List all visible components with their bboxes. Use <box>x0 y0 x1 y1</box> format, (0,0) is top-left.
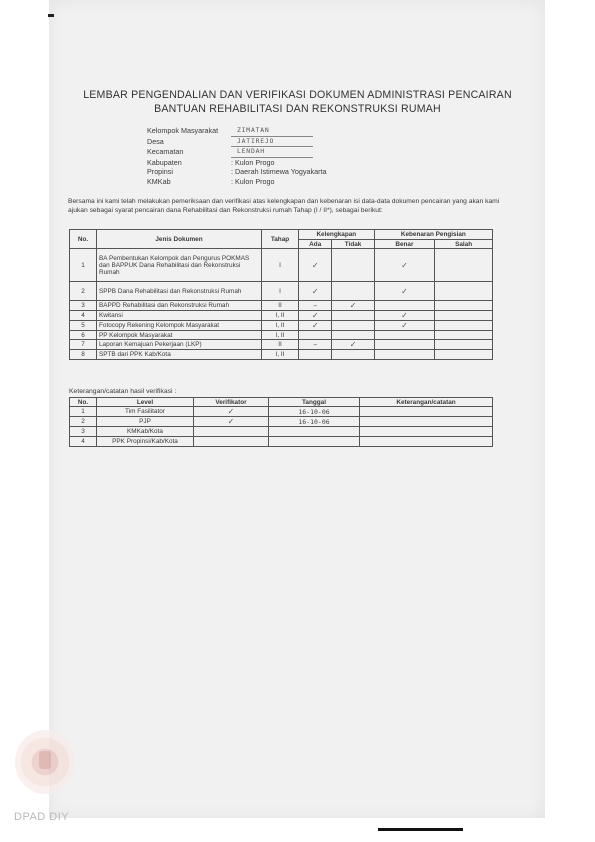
verifikator-mark <box>194 427 269 437</box>
level-name: Tim Fasilitator <box>97 407 194 417</box>
document-title-line1: LEMBAR PENGENDALIAN DAN VERIFIKASI DOKUMEN ADMINISTRASI PENCAIRAN <box>83 89 512 101</box>
info-label: Kabupaten <box>147 157 182 167</box>
salah-mark <box>435 321 493 331</box>
benar-mark: ✓ <box>374 311 435 321</box>
notes-cell <box>360 407 493 417</box>
col-no: No. <box>70 398 97 407</box>
stage: I <box>262 249 299 282</box>
salah-mark <box>435 249 493 282</box>
ada-mark <box>299 331 332 340</box>
info-label: Kelompok Masyarakat <box>147 126 219 135</box>
col-tanggal: Tanggal <box>269 398 360 407</box>
table-row <box>70 282 493 301</box>
info-row <box>147 177 327 187</box>
document-name: Fotocopy Rekening Kelompok Masyarakat <box>97 321 262 331</box>
table-row <box>70 311 493 321</box>
verifikator-mark: ✓ <box>194 407 269 417</box>
salah-mark <box>435 340 493 350</box>
verification-notes-label: Keterangan/catatan hasil verifikasi : <box>69 388 177 395</box>
benar-mark <box>374 301 435 311</box>
table-row <box>70 407 493 417</box>
verifikator-mark: ✓ <box>194 417 269 427</box>
col-level: Level <box>97 398 194 407</box>
salah-mark <box>435 301 493 311</box>
stage: II <box>262 301 299 311</box>
notes-cell <box>360 437 493 447</box>
ada-mark: – <box>299 301 332 311</box>
stage: I, II <box>262 321 299 331</box>
salah-mark <box>435 282 493 301</box>
row-number: 1 <box>70 407 97 417</box>
stage: II <box>262 340 299 350</box>
info-row <box>147 167 327 177</box>
table-row <box>70 417 493 427</box>
table-row <box>70 301 493 311</box>
watermark: DPAD DIY <box>14 811 70 823</box>
tidak-mark <box>332 321 374 331</box>
document-name: PP Kelompok Masyarakat <box>97 331 262 340</box>
table-row <box>70 340 493 350</box>
date-value: 16-10-06 <box>269 407 360 417</box>
salah-mark <box>435 331 493 340</box>
row-number: 3 <box>70 427 97 437</box>
col-kelengkapan: Kelengkapan <box>299 230 375 240</box>
scan-mark <box>48 14 54 17</box>
document-name: Kwitansi <box>97 311 262 321</box>
stage: I, II <box>262 331 299 340</box>
tidak-mark: ✓ <box>332 340 374 350</box>
info-row <box>147 126 327 137</box>
salah-mark <box>435 311 493 321</box>
col-jenis-dokumen: Jenis Dokumen <box>97 230 262 249</box>
info-label: Kecamatan <box>147 147 184 157</box>
info-label: Propinsi <box>147 167 173 177</box>
table-row <box>70 249 493 282</box>
row-number: 4 <box>70 437 97 447</box>
info-label: Desa <box>147 136 164 146</box>
col-verifikator: Verifikator <box>194 398 269 407</box>
tidak-mark <box>332 249 374 282</box>
document-name: Laporan Kemajuan Pekerjaan (LKP) <box>97 340 262 350</box>
info-value: ZIMATAN <box>231 126 313 137</box>
verifikator-mark <box>194 437 269 447</box>
tidak-mark: ✓ <box>332 301 374 311</box>
col-benar: Benar <box>374 240 435 249</box>
tidak-mark <box>332 331 374 340</box>
scan-bar <box>378 828 463 831</box>
row-number: 7 <box>70 340 97 350</box>
row-number: 5 <box>70 321 97 331</box>
notes-cell <box>360 427 493 437</box>
col-no: No. <box>70 230 97 249</box>
level-name: PJP <box>97 417 194 427</box>
row-number: 4 <box>70 311 97 321</box>
notes-cell <box>360 417 493 427</box>
ada-mark: ✓ <box>299 249 332 282</box>
row-number: 6 <box>70 331 97 340</box>
ada-mark: ✓ <box>299 282 332 301</box>
stage: I <box>262 282 299 301</box>
date-value: 16-10-06 <box>269 417 360 427</box>
benar-mark: ✓ <box>374 321 435 331</box>
benar-mark: ✓ <box>374 249 435 282</box>
salah-mark <box>435 350 493 360</box>
info-row <box>147 158 327 168</box>
date-value <box>269 437 360 447</box>
stage: I, II <box>262 350 299 360</box>
ada-mark: ✓ <box>299 321 332 331</box>
ada-mark: – <box>299 340 332 350</box>
stage: I, II <box>262 311 299 321</box>
info-value: : Kulon Progo <box>231 157 275 167</box>
info-value: JATIREJO <box>231 137 313 148</box>
info-row <box>147 137 327 148</box>
benar-mark <box>374 340 435 350</box>
table-row <box>70 350 493 360</box>
tidak-mark <box>332 350 374 360</box>
col-ada: Ada <box>299 240 332 249</box>
row-number: 8 <box>70 350 97 360</box>
table-row <box>70 331 493 340</box>
ada-mark <box>299 350 332 360</box>
table-row <box>70 321 493 331</box>
info-label: KMKab <box>147 176 171 186</box>
document-title-line2: BANTUAN REHABILITASI DAN REKONSTRUKSI RUMAH <box>154 103 441 115</box>
document-name: BAPPD Rehabilitasi dan Rekonstruksi Rumah <box>97 301 262 311</box>
document-name: SPPB Dana Rehabilitasi dan Rekonstruksi Rumah <box>97 282 262 301</box>
row-number: 3 <box>70 301 97 311</box>
intro-paragraph: Bersama ini kami telah melakukan pemeriksaan dan verifikasi atas kelengkapan dan kebenaran isi data-data dokumen pencairan yang akan kami ajukan sebagai syarat pencairan dana Rehabilitasi dan Rekonstruksi rumah Tahap (I / II*), sebagai berikut: <box>68 198 500 214</box>
benar-mark: ✓ <box>374 282 435 301</box>
verification-table <box>69 397 493 447</box>
col-salah: Salah <box>435 240 493 249</box>
document-name: SPTB dari PPK Kab/Kota <box>97 350 262 360</box>
date-value <box>269 427 360 437</box>
info-row <box>147 147 327 158</box>
col-tahap: Tahap <box>262 230 299 249</box>
tidak-mark <box>332 282 374 301</box>
benar-mark <box>374 350 435 360</box>
archive-seal-logo <box>15 730 75 794</box>
benar-mark <box>374 331 435 340</box>
level-name: PPK Propinsi/Kab/Kota <box>97 437 194 447</box>
table-row <box>70 437 493 447</box>
info-block <box>147 126 327 187</box>
table-row <box>70 427 493 437</box>
row-number: 1 <box>70 249 97 282</box>
col-keterangan: Keterangan/catatan <box>360 398 493 407</box>
level-name: KMKab/Kota <box>97 427 194 437</box>
tidak-mark <box>332 311 374 321</box>
info-value: : Daerah Istimewa Yogyakarta <box>231 167 327 177</box>
document-name: BA Pembentukan Kelompok dan Pengurus POKMAS dan BAPPUK Dana Rehabilitasi dan Rekonstruksi Rumah <box>97 249 262 282</box>
col-tidak: Tidak <box>332 240 374 249</box>
document-checklist-table <box>69 229 493 360</box>
row-number: 2 <box>70 282 97 301</box>
info-value: LENDAH <box>231 147 313 158</box>
col-kebenaran: Kebenaran Pengisian <box>374 230 492 240</box>
row-number: 2 <box>70 417 97 427</box>
info-value: : Kulon Progo <box>231 176 275 186</box>
ada-mark: ✓ <box>299 311 332 321</box>
